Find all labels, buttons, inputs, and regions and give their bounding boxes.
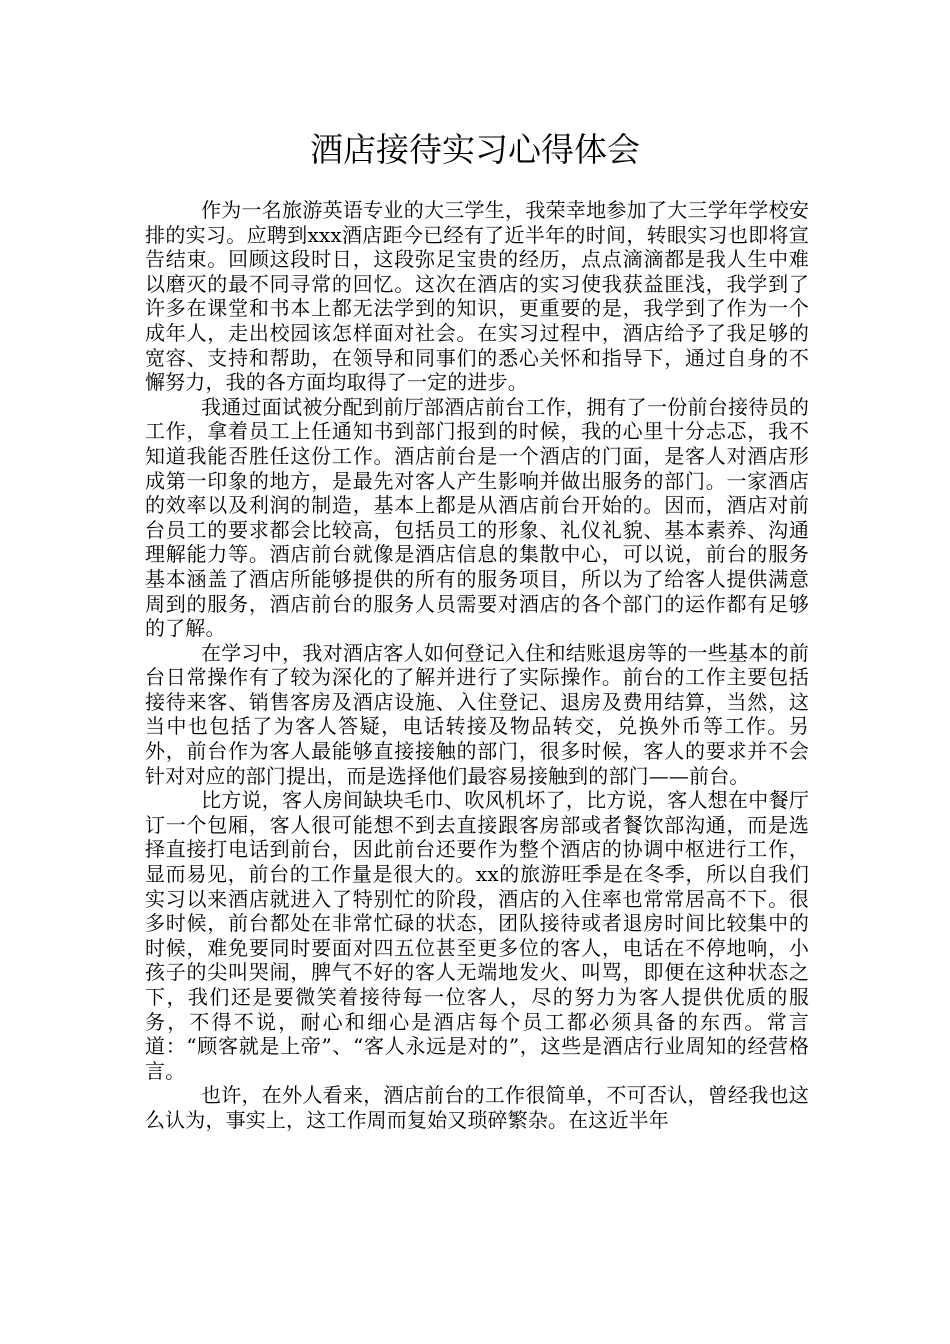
paragraph-2: 我通过面试被分配到前厅部酒店前台工作，拥有了一份前台接待员的工作，拿着员工上任通知书到部门报到的时候，我的心里十分忐忑，我不知道我能否胜任这份工作。酒店前台是一个酒店的门面，是客人对酒店形成第一印象的地方，是最先对客人产生影响并做出服务的部门。一家酒店的效率以及利润的制造，基本上都是从酒店前台开始的。因而，酒店对前台员工的要求都会比较高，包括员工的形象、礼仪礼貌、基本素养、沟通理解能力等。酒店前台就像是酒店信息的集散中心，可以说，前台的服务基本涵盖了酒店所能够提供的所有的服务项目，所以为了给客人提供满意周到的服务，酒店前台的服务人员需要对酒店的各个部门的运作都有足够的了解。 <box>145 394 809 641</box>
paragraph-4: 比方说，客人房间缺块毛巾、吹风机坏了，比方说，客人想在中餐厅订一个包厢，客人很可能想不到去直接跟客房部或者餐饮部沟通，而是选择直接打电话到前台，因此前台还要作为整个酒店的协调中枢进行工作，显而易见，前台的工作量是很大的。xx的旅游旺季是在冬季，所以自我们实习以来酒店就进入了特别忙的阶段，酒店的入住率也常常居高不下。很多时候，前台都处在非常忙碌的状态，团队接待或者退房时间比较集中的时候，难免要同时要面对四五位甚至更多位的客人，电话在不停地响，小孩子的尖叫哭闹，脾气不好的客人无端地发火、叫骂，即便在这种状态之下，我们还是要微笑着接待每一位客人，尽的努力为客人提供优质的服务，不得不说，耐心和细心是酒店每个员工都必须具备的东西。常言道：“顾客就是上帝”、“客人永远是对的”，这些是酒店行业周知的经营格言。 <box>145 788 809 1083</box>
paragraph-3: 在学习中，我对酒店客人如何登记入住和结账退房等的一些基本的前台日常操作有了较为深化的了解并进行了实际操作。前台的工作主要包括接待来客、销售客房及酒店设施、入住登记、退房及费用结算，当然，这当中也包括了为客人答疑，电话转接及物品转交，兑换外币等工作。另外，前台作为客人最能够直接接触的部门，很多时候，客人的要求并不会针对对应的部门提出，而是选择他们最容易接触到的部门——前台。 <box>145 640 809 788</box>
paragraph-1: 作为一名旅游英语专业的大三学生，我荣幸地参加了大三学年学校安排的实习。应聘到xxx酒店距今已经有了近半年的时间，转眼实习也即将宣告结束。回顾这段时日，这段弥足宝贵的经历，点点滴滴都是我人生中难以磨灭的最不同寻常的回忆。这次在酒店的实习使我获益匪浅，我学到了许多在课堂和书本上都无法学到的知识，更重要的是，我学到了作为一个成年人，走出校园该怎样面对社会。在实习过程中，酒店给予了我足够的宽容、支持和帮助，在领导和同事们的悉心关怀和指导下，通过自身的不懈努力，我的各方面均取得了一定的进步。 <box>145 198 809 395</box>
document-title: 酒店接待实习心得体会 <box>310 130 640 169</box>
document-body <box>145 198 809 1133</box>
paragraph-5: 也许，在外人看来，酒店前台的工作很简单，不可否认，曾经我也这么认为，事实上，这工作周而复始又琐碎繁杂。在这近半年 <box>145 1083 809 1132</box>
